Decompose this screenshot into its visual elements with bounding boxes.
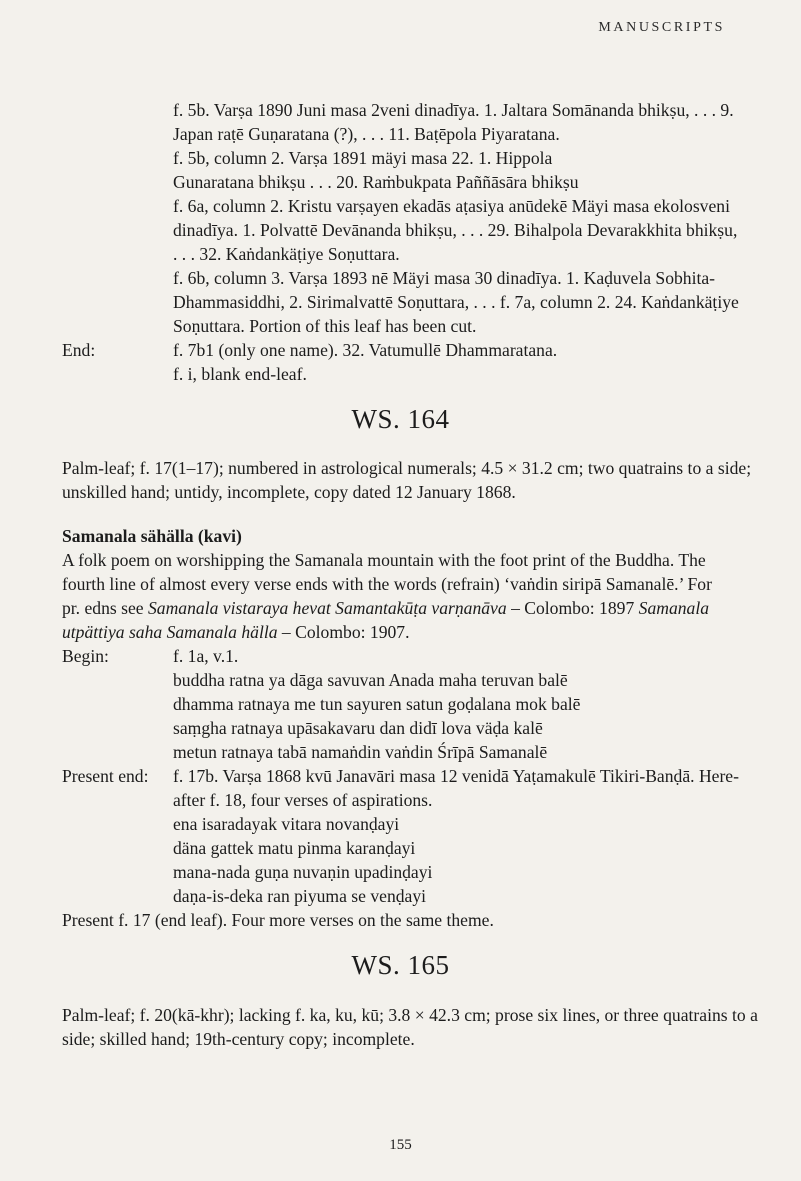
verse-line: däna gattek matu pinma karanḍayi bbox=[173, 838, 416, 858]
verse-line: buddha ratna ya dāga savuvan Anada maha teruvan balē bbox=[173, 670, 568, 690]
text-line: after f. 18, four verses of aspirations. bbox=[173, 790, 433, 810]
text-line: A folk poem on worshipping the Samanala mountain with the foot print of the Buddha. The bbox=[62, 550, 706, 570]
text-line: unskilled hand; untidy, incomplete, copy dated 12 January 1868. bbox=[62, 482, 516, 502]
text-line: f. 5b. Varṣa 1890 Juni masa 2veni dinadīya. 1. Jaltara Somānanda bhikṣu, . . . 9. bbox=[173, 100, 734, 120]
text-span: – Colombo: 1907. bbox=[277, 622, 410, 642]
section-heading-ws164: WS. 164 bbox=[351, 404, 450, 434]
text-line: f. 7b1 (only one name). 32. Vatumullē Dhammaratana. bbox=[173, 340, 558, 360]
text-line: . . . 32. Kaṅdankäṭiye Soṇuttara. bbox=[173, 244, 400, 264]
verse-line: mana-nada guṇa nuvaṇin upadinḍayi bbox=[173, 862, 433, 882]
text-line: Palm-leaf; f. 17(1–17); numbered in astrological numerals; 4.5 × 31.2 cm; two quatrains to a side; bbox=[62, 458, 752, 478]
running-head: MANUSCRIPTS bbox=[598, 20, 725, 35]
verse-line: ena isaradayak vitara novanḍayi bbox=[173, 814, 400, 834]
text-line bbox=[62, 596, 709, 620]
edition-title: Samanala bbox=[638, 598, 710, 618]
text-span: – Colombo: 1897 bbox=[506, 598, 639, 618]
text-line: Dhammasiddhi, 2. Sirimalvattē Soṇuttara, . . . f. 7a, column 2. 24. Kaṅdankäṭiye bbox=[173, 292, 739, 312]
text-line: f. 17b. Varṣa 1868 kvū Janavāri masa 12 venidā Yaṭamakulē Tikiri-Banḍā. Here- bbox=[173, 766, 739, 786]
text-line: Palm-leaf; f. 20(kā-khr); lacking f. ka, ku, kū; 3.8 × 42.3 cm; prose six lines, or three quatrains to a bbox=[62, 1005, 758, 1025]
text-line: fourth line of almost every verse ends with the words (refrain) ‘vaṅdin siripā Samanalē.’ For bbox=[62, 574, 712, 594]
verse-line: metun ratnaya tabā namaṅdin vaṅdin Śrīpā Samanalē bbox=[173, 742, 548, 762]
text-line: Soṇuttara. Portion of this leaf has been cut. bbox=[173, 316, 477, 336]
page-number: 155 bbox=[389, 1137, 412, 1153]
verse-line: dhamma ratnaya me tun sayuren satun goḍalana mok balē bbox=[173, 694, 581, 714]
text-line: f. 6b, column 3. Varṣa 1893 nē Mäyi masa 30 dinadīya. 1. Kaḍuvela Sobhita- bbox=[173, 268, 716, 288]
section-heading-ws165: WS. 165 bbox=[351, 950, 450, 980]
text-line: Present f. 17 (end leaf). Four more verses on the same theme. bbox=[62, 910, 494, 930]
end-label: End: bbox=[62, 340, 96, 360]
text-line bbox=[62, 620, 410, 644]
verse-line: saṃgha ratnaya upāsakavaru dan didī lova väḍa kalē bbox=[173, 718, 543, 738]
text-line: f. 6a, column 2. Kristu varṣayen ekadās aṭasiya anūdekē Mäyi masa ekolosveni bbox=[173, 196, 730, 216]
text-line: dinadīya. 1. Polvattē Devānanda bhikṣu, . . . 29. Bihalpola Devarakkhita bhikṣu, bbox=[173, 220, 738, 240]
edition-title: utpättiya saha Samanala hälla bbox=[62, 622, 278, 642]
text-line: side; skilled hand; 19th-century copy; incomplete. bbox=[62, 1029, 415, 1049]
text-line: f. 5b, column 2. Varṣa 1891 mäyi masa 22. 1. Hippola bbox=[173, 148, 553, 168]
present-end-label: Present end: bbox=[62, 766, 149, 786]
text-line: Japan raṭē Guṇaratana (?), . . . 11. Baṭēpola Piyaratana. bbox=[173, 124, 560, 144]
text-line: f. i, blank end-leaf. bbox=[173, 364, 307, 384]
verse-line: daṇa-is-deka ran piyuma se venḍayi bbox=[173, 886, 427, 906]
begin-label: Begin: bbox=[62, 646, 109, 666]
text-line: Gunaratana bhikṣu . . . 20. Raṁbukpata Paññāsāra bhikṣu bbox=[173, 172, 579, 192]
text-line: f. 1a, v.1. bbox=[173, 646, 239, 666]
edition-title: Samanala vistaraya hevat Samantakūṭa varṇanāva bbox=[148, 598, 507, 618]
text-span: pr. edns see bbox=[62, 598, 148, 618]
work-title: Samanala sähälla (kavi) bbox=[62, 526, 242, 546]
